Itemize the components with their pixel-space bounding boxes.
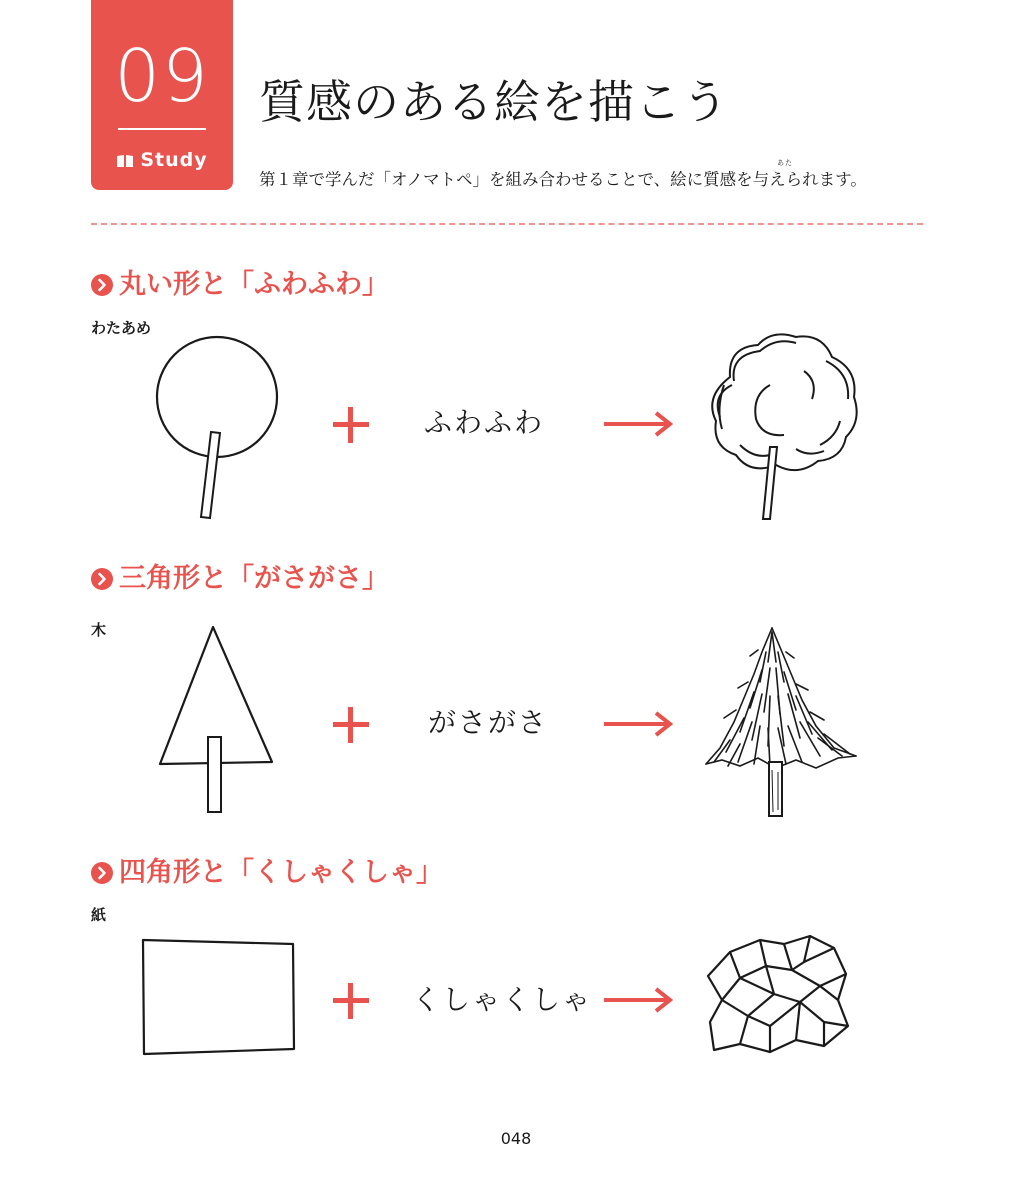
dashed-divider <box>91 223 923 225</box>
ruby-annotation: あた <box>777 159 793 167</box>
page-number: 048 <box>500 1129 532 1148</box>
cotton-candy-drawing <box>700 325 865 525</box>
rectangle-drawing <box>136 935 301 1060</box>
label-cotton-candy: わたあめ <box>91 319 152 337</box>
crumpled-paper-drawing <box>700 930 855 1060</box>
word-gasagasa: がさがさ <box>428 706 549 739</box>
plus-icon <box>333 407 369 443</box>
section-heading-text: 四角形と「くしゃくしゃ」 <box>119 857 443 888</box>
badge-rule <box>118 128 206 130</box>
word-kushakusha: くしゃくしゃ <box>412 983 593 1016</box>
textured-tree-drawing <box>700 622 860 822</box>
circle-drawing <box>148 335 288 525</box>
book-icon <box>116 154 134 168</box>
section-heading-text: 丸い形と「ふわふわ」 <box>119 269 389 300</box>
arrow-right-icon <box>602 409 674 439</box>
section-heading-gasagasa <box>91 562 389 596</box>
chevron-circle-icon <box>91 274 113 296</box>
page-title: 質感のある絵を描こう <box>259 75 729 129</box>
plus-icon <box>333 983 369 1019</box>
section-heading-text: 三角形と「がさがさ」 <box>119 563 389 594</box>
section-heading-fuwafuwa <box>91 268 389 302</box>
chevron-circle-icon <box>91 568 113 590</box>
word-fuwafuwa: ふわふわ <box>424 406 545 439</box>
plus-icon <box>333 707 369 743</box>
section-heading-kushakusha <box>91 856 443 890</box>
chevron-circle-icon <box>91 862 113 884</box>
arrow-right-icon <box>602 709 674 739</box>
badge-label-text: Study <box>140 149 208 171</box>
badge-label <box>91 147 233 173</box>
label-paper: 紙 <box>91 906 107 924</box>
triangle-drawing <box>150 620 285 820</box>
chapter-badge <box>91 0 233 190</box>
arrow-right-icon <box>602 985 674 1015</box>
label-tree: 木 <box>91 621 107 639</box>
page-subtitle: 第１章で学んだ「オノマトペ」を組み合わせることで、絵に質感を与えられます。 <box>259 170 867 189</box>
chapter-number: 09 <box>114 34 210 118</box>
